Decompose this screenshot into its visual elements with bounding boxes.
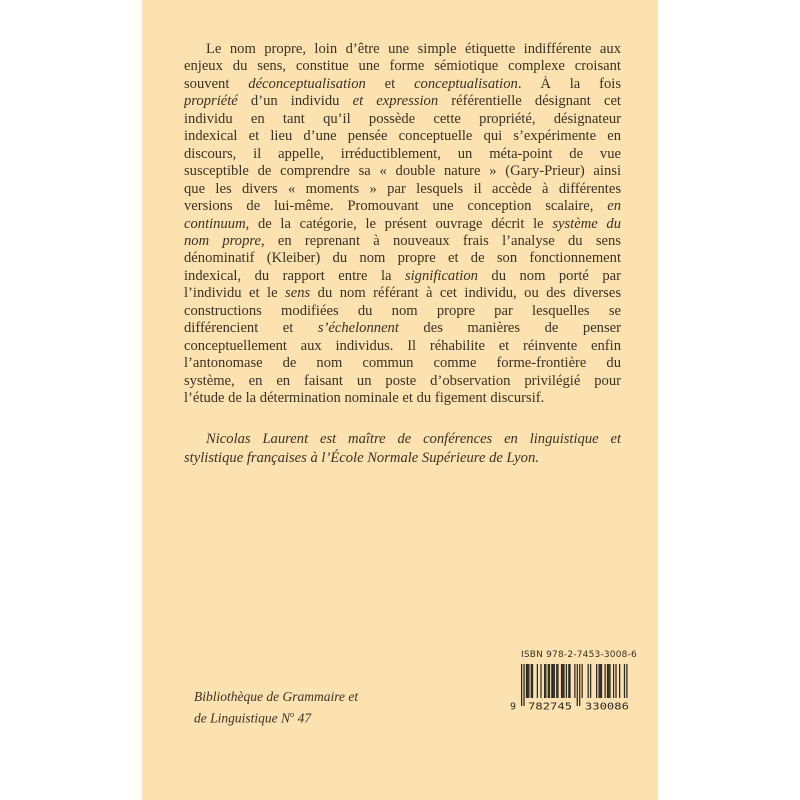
text-line: Nicolas Laurent est maître de conférences en linguistique et (206, 431, 621, 447)
author-bio (184, 430, 621, 467)
text-line: l’individu et le sens du nom référant à cet individu, ou des diverses (184, 285, 621, 302)
barcode-digits: 782745 (528, 701, 573, 712)
ean-barcode (508, 664, 640, 712)
body-text (184, 41, 621, 408)
text-line: conceptuellement aux individus. Il réhabilite et réinvente enfin (184, 337, 621, 354)
text-line: souvent déconceptualisation et conceptualisation. À la fois (184, 75, 621, 92)
isbn-label: ISBN 978-2-7453-3008-6 (521, 650, 637, 660)
barcode-digits: 330086 (584, 701, 629, 712)
text-line: l’antonomase de nom commun comme forme-frontière du (184, 355, 621, 372)
text-line: discours, il appelle, irréductiblement, un méta-point de vue (184, 145, 621, 162)
text-line: Le nom propre, loin d’être une simple étiquette indifférente aux (206, 41, 621, 57)
text-line: indexical, du rapport entre la signification du nom porté par (184, 267, 621, 284)
text-line: enjeux du sens, constitue une forme sémiotique complexe croisant (184, 58, 621, 75)
text-line: l’étude de la détermination nominale et du figement discursif. (184, 390, 545, 407)
text-line: dénominatif (Kleiber) du nom propre et de son fonctionnement (184, 250, 621, 267)
text-line: que les divers « moments » par lesquels il accède à différentes (184, 180, 621, 197)
ean-barcode-svg (508, 664, 640, 712)
text-line: système, en en faisant un poste d’observation privilégié pour (184, 372, 621, 389)
text-line: nom propre, en reprenant à nouveaux frais l’analyse du sens (184, 232, 621, 249)
text-line: constructions modifiées du nom propre par lesquelles se (184, 302, 621, 319)
text-line: indexical et lieu d’une pensée conceptuelle qui s’expérimente en (184, 128, 621, 145)
text-line: différencient et s’échelonnent des manières de penser (184, 320, 621, 337)
collection-label (194, 688, 474, 727)
text-line: continuum, de la catégorie, le présent ouvrage décrit le système du (184, 215, 621, 232)
text-line: susceptible de comprendre sa « double nature » (Gary-Prieur) ainsi (184, 163, 621, 180)
barcode-digits: 9 (509, 701, 517, 712)
text-line: de Linguistique $N^o$ 47 (194, 709, 312, 725)
text-line: Bibliothèque de Grammaire et (194, 689, 359, 704)
text-line: versions de lui-même. Promouvant une conception scalaire, en (184, 198, 621, 215)
book-cover (142, 0, 658, 800)
text-line: stylistique françaises à l’École Normale Supérieure de Lyon. (184, 449, 539, 466)
text-line: individu en tant qu’il possède cette propriété, désignateur (184, 110, 621, 127)
text-line: propriété d’un individu et expression référentielle désignant cet (184, 93, 621, 110)
